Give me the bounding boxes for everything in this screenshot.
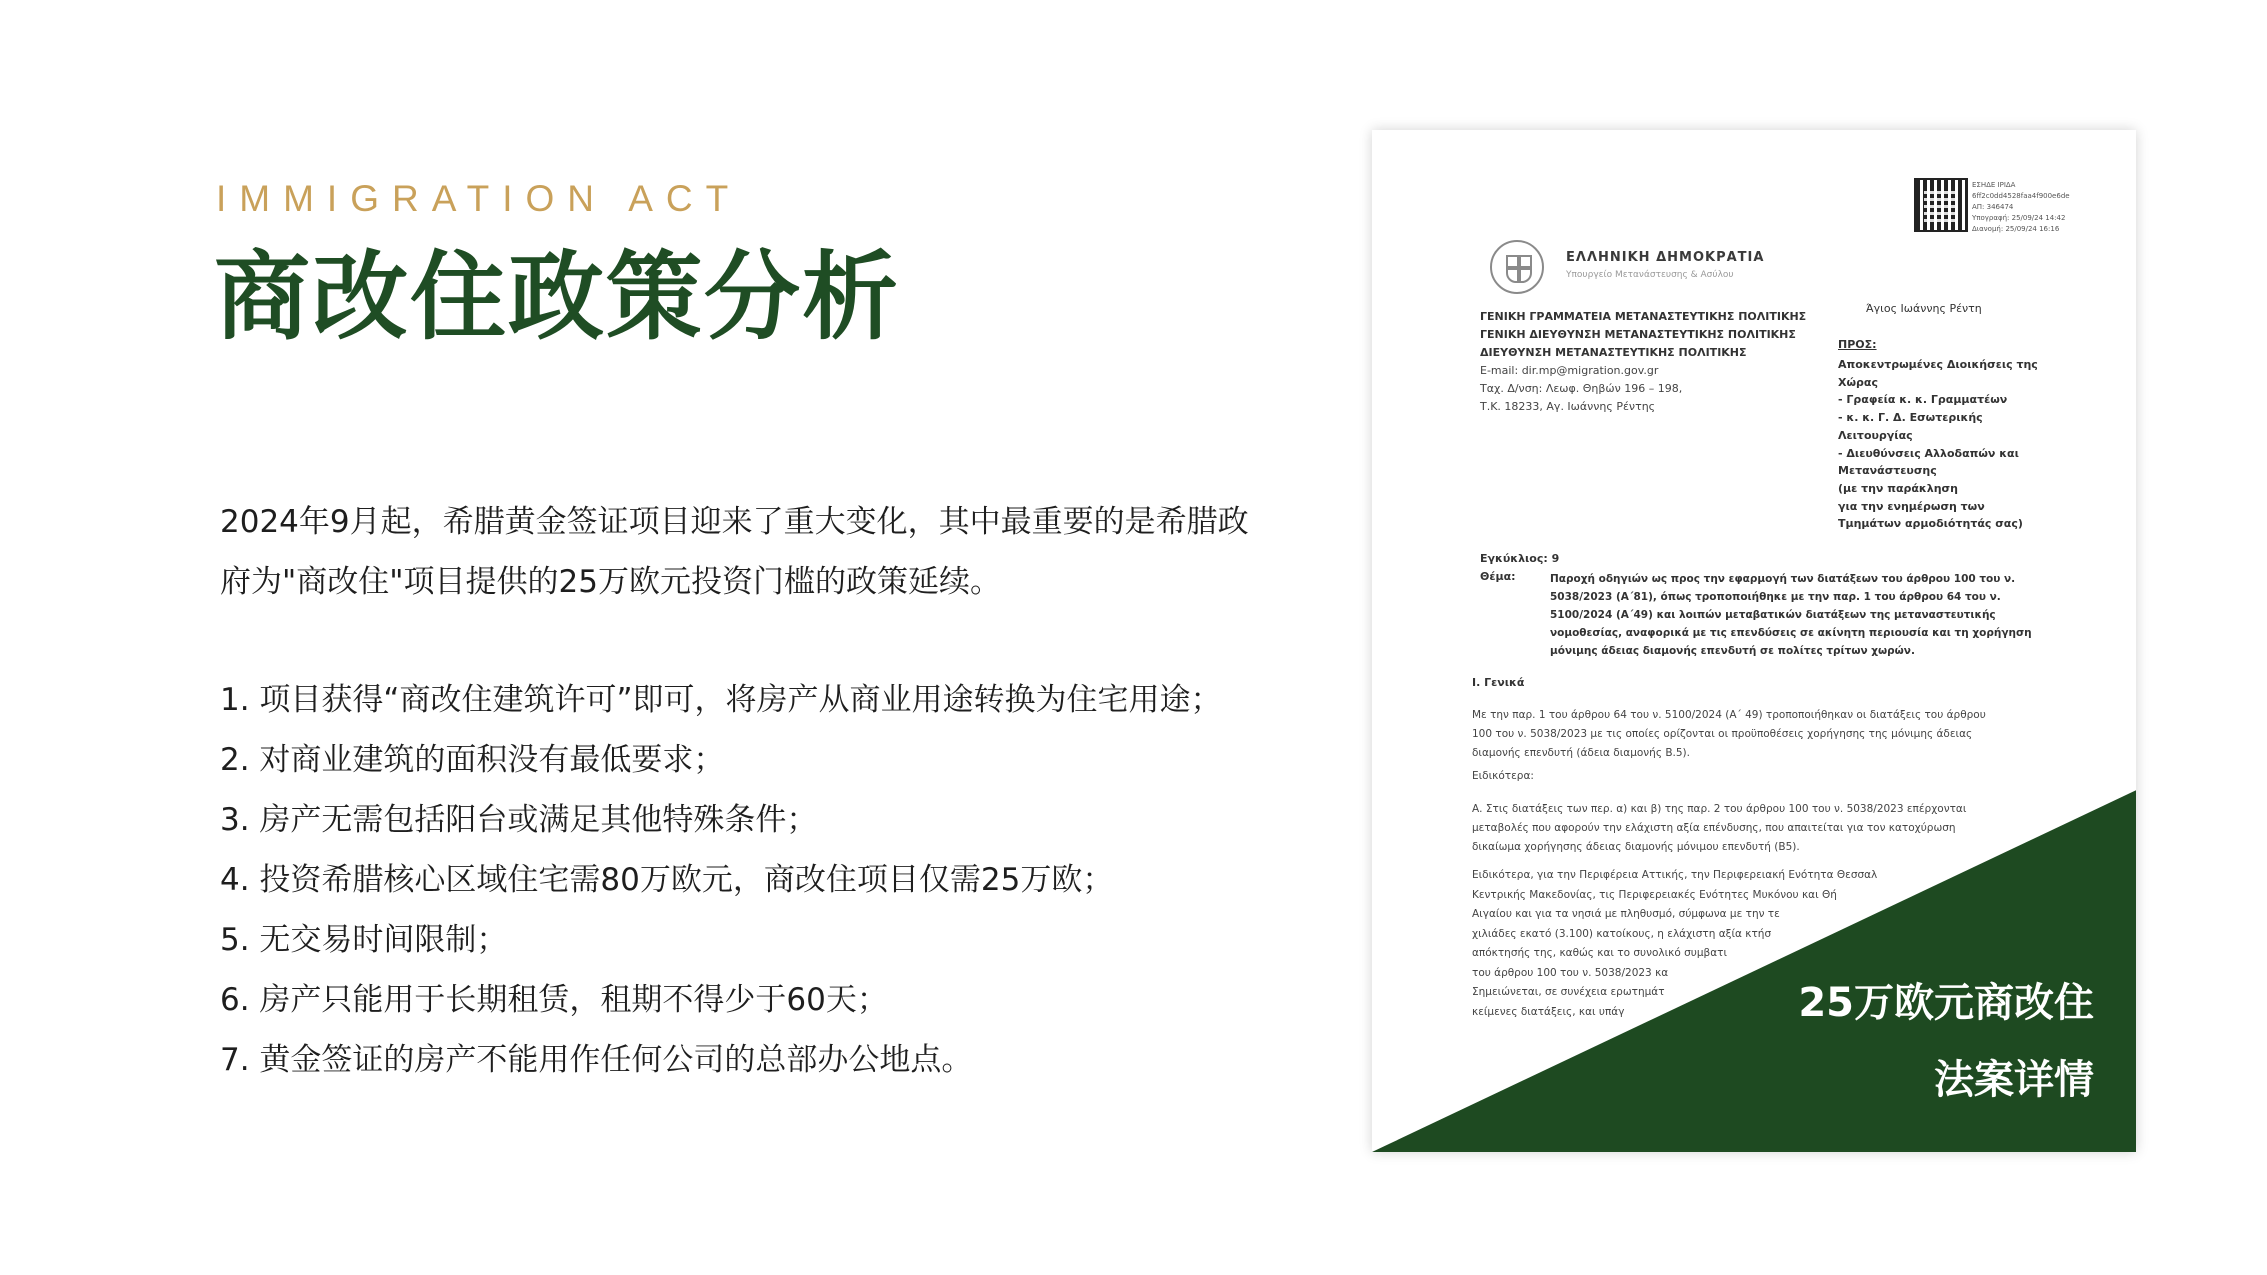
list-item: 1. 项目获得“商改住建筑许可”即可，将房产从商业用途转换为住宅用途； (220, 682, 1222, 718)
document-body-paragraph: Ειδικότερα, για την Περιφέρεια Αττικής, την Περιφερειακή Ενότητα Θεσσαλ Κεντρικής Μακεδονίας, τις Περιφερειακές Ενότητες Μυκόνου και Θή Αιγαίου και για τα νησιά με πληθυσμό, σύμφωνα με την τε χιλιάδες εκατό (3.100) κατοίκους, η ελάχιστη αξία κτήσ απόκτησής της, καθώς και το συνολικό συμβατι του άρθρου 100 του ν. 5038/2023 κα Σημειώνεται, σε συνέχεια ερωτημάτ κείμενες διατάξεις, και υπάγ (1472, 869, 1878, 1018)
document-to-label: ΠΡΟΣ: (1838, 338, 1877, 351)
section-eyebrow: IMMIGRATION ACT (216, 178, 742, 219)
list-item: 3. 房产无需包括阳台或满足其他特殊条件； (220, 802, 818, 838)
document-issuer: ΕΛΛΗΝΙΚΗ ΔΗΜΟΚΡΑΤΙΑ (1566, 250, 1765, 265)
list-item: 2. 对商业建筑的面积没有最低要求； (220, 742, 725, 778)
document-subject-label: Θέμα: (1480, 570, 1516, 583)
promo-caption (1798, 965, 2094, 1119)
document-contact: E-mail: dir.mp@migration.gov.gr Ταχ. Δ/νση: Λεωφ. Θηβών 196 – 198, Τ.Κ. 18233, Αγ. Ιωάννης Ρέντης (1480, 364, 1683, 413)
document-recipients: Αποκεντρωμένες Διοικήσεις της Χώρας - Γραφεία κ. κ. Γραμματέων - κ. κ. Γ. Δ. Εσωτερικής Λειτουργίας - Διευθύνσεις Αλλοδαπών και Μετανάστευσης (με την παράκληση για την ενημέρωση των Τμημάτων αρμοδιότητάς σας) (1838, 358, 2038, 531)
intro-paragraph: 2024年9月起，希腊黄金签证项目迎来了重大变化，其中最重要的是希腊政府为"商改住"项目提供的25万欧元投资门槛的政策延续。 (220, 504, 1249, 600)
document-body-paragraph: Α. Στις διατάξεις των περ. α) και β) της παρ. 2 του άρθρου 100 του ν. 5038/2023 επέρχονται μεταβολές που αφορούν την ελάχιστη αξία επένδυσης, που απαιτείται για τον κατοχύρωση δικαίωμα χορήγησης άδειας διαμονής μόνιμου επενδυτή (Β5). (1472, 803, 1967, 853)
document-body-label: Ειδικότερα: (1472, 770, 1534, 782)
document-departments: ΓΕΝΙΚΗ ΓΡΑΜΜΑΤΕΙΑ ΜΕΤΑΝΑΣΤΕΥΤΙΚΗΣ ΠΟΛΙΤΙΚΗΣ ΓΕΝΙΚΗ ΔΙΕΥΘΥΝΣΗ ΜΕΤΑΝΑΣΤΕΥΤΙΚΗΣ ΠΟΛΙΤΙΚΗΣ ΔΙΕΥΘΥΝΣΗ ΜΕΤΑΝΑΣΤΕΥΤΙΚΗΣ ΠΟΛΙΤΙΚΗΣ (1480, 310, 1807, 359)
list-item: 5. 无交易时间限制； (220, 922, 508, 958)
policy-points-list (220, 670, 1300, 1090)
document-ministry: Υπουργείο Μετανάστευσης & Ασύλου (1566, 270, 1734, 280)
document-preview-card (1372, 130, 2136, 1152)
document-signature-meta: ΕΣΗΔΕ ΙΡΙΔΑ 6ff2c0dd4528faa4f900e6de ΑΠ: 346474 Υπογραφή: 25/09/24 14:42 Διανομή: 25/09/24 16:16 (1972, 181, 2070, 233)
qr-code-icon (1916, 180, 1966, 230)
promo-line-2: 法案详情 (1934, 1057, 2094, 1103)
document-subject: Παροχή οδηγιών ως προς την εφαρμογή των διατάξεων του άρθρου 100 του ν. 5038/2023 (Α΄81), όπως τροποποιήθηκε με την παρ. 1 του άρθρου 64 του ν. 5100/2024 (Α΄49) και λοιπών μεταβατικών διατάξεων της μεταναστευτικής νομοθεσίας, αναφορικά με τις επενδύσεις σε ακίνητη περιουσία και τη χορήγηση μόνιμης άδειας διαμονής επενδυτή σε πολίτες τρίτων χωρών. (1550, 573, 2032, 657)
list-item: 7. 黄金签证的房产不能用作任何公司的总部办公地点。 (220, 1042, 973, 1078)
document-place: Άγιος Ιωάννης Ρέντη (1866, 302, 1982, 315)
list-item: 4. 投资希腊核心区域住宅需80万欧元，商改住项目仅需25万欧； (220, 862, 1114, 898)
document-body-paragraph: Με την παρ. 1 του άρθρου 64 του ν. 5100/2024 (Α΄ 49) τροποποιήθηκαν οι διατάξεις του άρθρου 100 του ν. 5038/2023 με τις οποίες ορίζονται οι προϋποθέσεις χορήγησης της μόνιμης άδειας διαμονής επενδυτή (άδεια διαμονής Β.5). (1472, 709, 1986, 759)
document-section-heading: Ι. Γενικά (1472, 676, 1525, 689)
document-circular-number: Εγκύκλιος: 9 (1480, 552, 1560, 565)
list-item: 6. 房产只能用于长期租赁，租期不得少于60天； (220, 982, 888, 1018)
page-title: 商改住政策分析 (214, 241, 900, 353)
promo-line-1: 25万欧元商改住 (1798, 980, 2094, 1026)
greek-emblem-icon (1490, 240, 1544, 294)
